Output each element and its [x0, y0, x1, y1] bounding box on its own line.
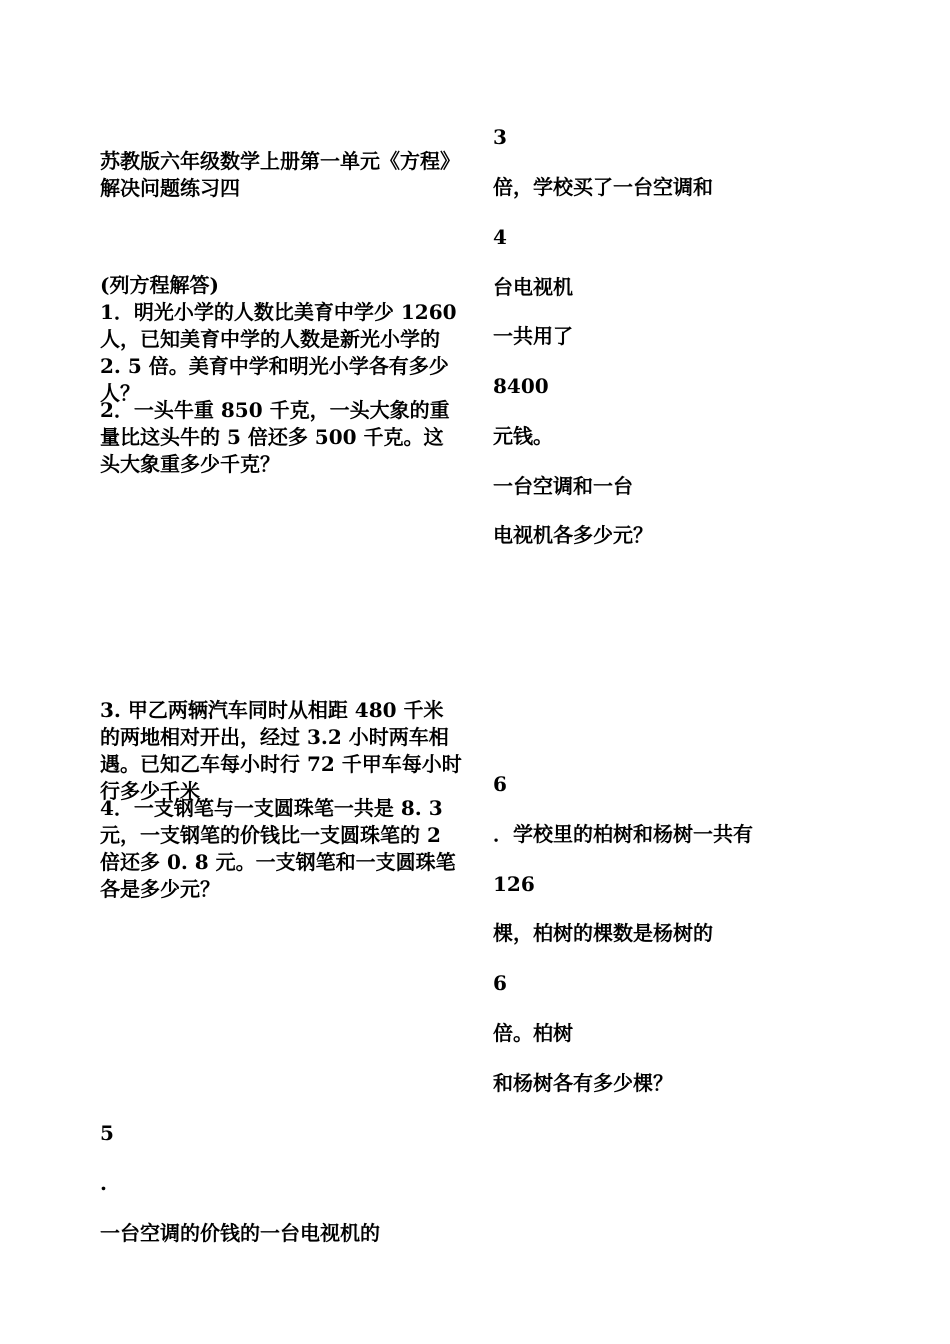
q5-continuation-line: 8400	[493, 374, 549, 398]
question-6-line: 和杨树各有多少棵？	[493, 1071, 673, 1095]
question-1: 1．明光小学的人数比美育中学少 1260 人，已知美育中学的人数是新光小学的 2. 5 倍。美育中学和明光小学各有多少人？	[100, 300, 457, 405]
question-4: 4．一支钢笔与一支圆珠笔一共是 8. 3 元，一支钢笔的价钱比一支圆珠笔的 2 倍还多 0. 8 元。一支钢笔和一支圆珠笔各是多少元？	[100, 796, 456, 901]
q5-continuation-line: 元钱。	[493, 424, 553, 448]
q5-continuation-line: 电视机各多少元？	[493, 523, 653, 547]
q5-continuation-line: 3	[493, 125, 507, 149]
question-6-line: 棵，柏树的棵数是杨树的	[493, 921, 713, 945]
question-5-dot: .	[100, 1171, 107, 1195]
question-6-line: 倍。柏树	[493, 1021, 573, 1045]
question-5-number: 5	[100, 1121, 114, 1145]
q5-continuation-line: 4	[493, 225, 507, 249]
question-3: 3. 甲乙两辆汽车同时从相距 480 千米的两地相对开出，经过 3.2 小时两车相遇。已知乙车每小时行 72 千甲车每小时行多少千米	[100, 698, 462, 803]
question-6-line: 6	[493, 971, 507, 995]
question-2: 2．一头牛重 850 千克，一头大象的重量比这头牛的 5 倍还多 500 千克。这头大象重多少千克？	[100, 398, 450, 476]
instruction-text: (列方程解答)	[100, 273, 219, 297]
q5-continuation-line: 一共用了	[493, 324, 573, 348]
q5-continuation-line: 一台空调和一台	[493, 474, 633, 498]
q5-continuation-line: 台电视机	[493, 275, 573, 299]
question-6-line: 6	[493, 772, 507, 796]
question-6-line: 126	[493, 872, 535, 896]
q5-continuation-line: 倍，学校买了一台空调和	[493, 175, 713, 199]
question-6-line: ．学校里的柏树和杨树一共有	[493, 822, 753, 846]
question-5-text: 一台空调的价钱的一台电视机的	[100, 1221, 380, 1245]
page-title: 苏教版六年级数学上册第一单元《方程》解决问题练习四	[100, 149, 460, 200]
